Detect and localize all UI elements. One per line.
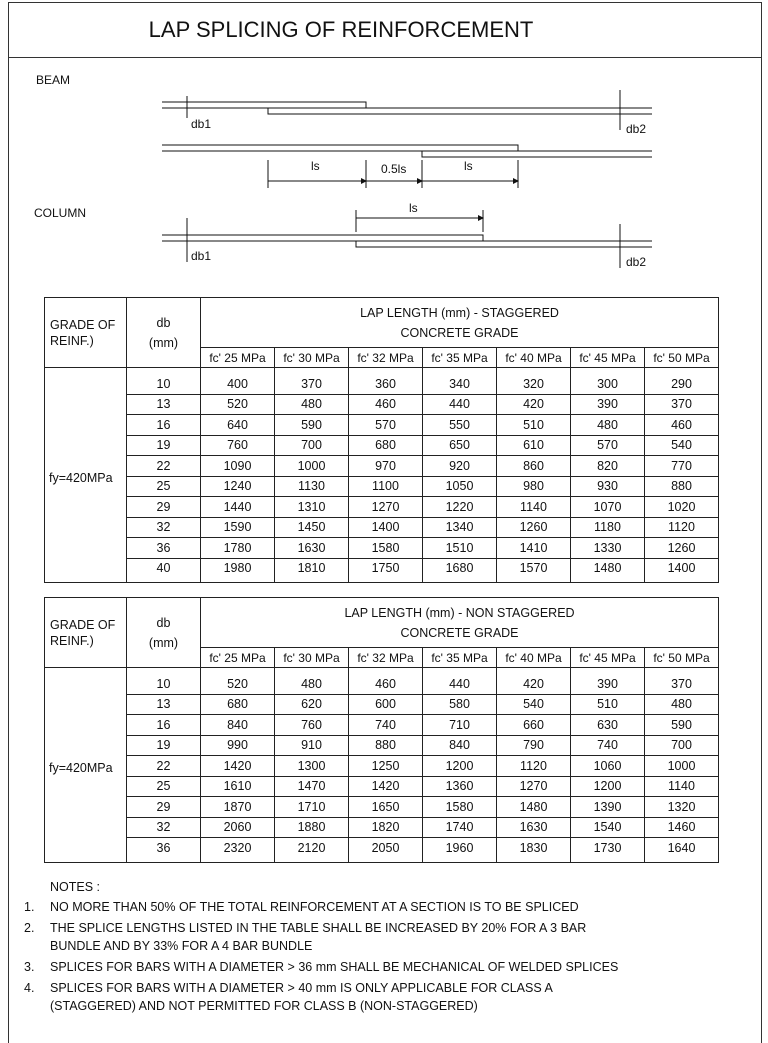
bar-diameter-cell: 36: [127, 538, 201, 559]
lap-length-cell: 660: [497, 715, 571, 736]
lap-length-cell: 1250: [349, 756, 423, 777]
lap-length-cell: 460: [349, 394, 423, 415]
table-row: [45, 497, 719, 518]
lap-length-cell: 1360: [423, 776, 497, 797]
lap-length-cell: 480: [571, 415, 645, 436]
table-title-line2: CONCRETE GRADE: [400, 625, 519, 640]
concrete-grade-header: fc' 40 MPa: [497, 648, 571, 668]
non-staggered-lap-table: [44, 597, 719, 863]
lap-length-cell: 760: [201, 435, 275, 456]
lap-length-cell: 610: [497, 435, 571, 456]
table-row: [45, 797, 719, 818]
lap-length-cell: 1740: [423, 817, 497, 838]
lap-length-cell: 740: [571, 735, 645, 756]
table-row: [45, 735, 719, 756]
note-item: [24, 919, 650, 955]
lap-length-cell: 1260: [497, 517, 571, 538]
lap-length-cell: 440: [423, 394, 497, 415]
steel-grade-cell: fy=420MPa: [45, 368, 127, 583]
lap-length-cell: 440: [423, 668, 497, 695]
beam2-bar-top: [162, 145, 518, 151]
table-row: [45, 538, 719, 559]
lap-length-cell: 480: [275, 668, 349, 695]
lap-length-cell: 990: [201, 735, 275, 756]
lap-length-cell: 1570: [497, 558, 571, 583]
table-row: [45, 776, 719, 797]
column-db2-label: db2: [626, 255, 647, 269]
lap-length-cell: 420: [497, 668, 571, 695]
table-row: [45, 368, 719, 395]
lap-length-cell: 910: [275, 735, 349, 756]
lap-length-cell: 460: [349, 668, 423, 695]
lap-length-cell: 340: [423, 368, 497, 395]
notes-section: [24, 878, 650, 1018]
lap-length-cell: 1870: [201, 797, 275, 818]
column-ls-label: ls: [409, 201, 418, 215]
lap-length-cell: 1880: [275, 817, 349, 838]
lap-length-cell: 1180: [571, 517, 645, 538]
lap-length-cell: 2320: [201, 838, 275, 863]
table-row: [45, 668, 719, 695]
lap-length-cell: 1140: [497, 497, 571, 518]
lap-length-cell: 1820: [349, 817, 423, 838]
beam2-bar-bottom: [422, 151, 652, 157]
lap-length-cell: 370: [645, 394, 719, 415]
lap-length-cell: 680: [349, 435, 423, 456]
table-row: [45, 558, 719, 583]
lap-length-cell: 1410: [497, 538, 571, 559]
lap-length-cell: 970: [349, 456, 423, 477]
lap-length-cell: 570: [571, 435, 645, 456]
bar-diameter-cell: 25: [127, 476, 201, 497]
table-title: [201, 598, 719, 648]
note-text: NO MORE THAN 50% OF THE TOTAL REINFORCEMENT AT A SECTION IS TO BE SPLICED: [50, 900, 579, 914]
lap-length-cell: 1020: [645, 497, 719, 518]
bar-diameter-cell: 16: [127, 715, 201, 736]
lap-length-cell: 980: [497, 476, 571, 497]
beam-bar-bottom: [268, 108, 652, 114]
beam-label: BEAM: [36, 73, 71, 87]
table-title-line2: CONCRETE GRADE: [400, 325, 519, 340]
lap-length-cell: 1580: [349, 538, 423, 559]
bar-diameter-cell: 19: [127, 735, 201, 756]
beam-ls-label-2: ls: [464, 159, 473, 173]
lap-length-cell: 1120: [645, 517, 719, 538]
beam-db2-label: db2: [626, 122, 647, 136]
table-row: [45, 435, 719, 456]
lap-length-cell: 920: [423, 456, 497, 477]
lap-length-cell: 770: [645, 456, 719, 477]
lap-length-cell: 1540: [571, 817, 645, 838]
column-label: COLUMN: [34, 206, 87, 220]
page-title: LAP SPLICING OF REINFORCEMENT: [148, 17, 534, 42]
lap-length-cell: 420: [497, 394, 571, 415]
lap-length-cell: 1630: [497, 817, 571, 838]
lap-length-cell: 1450: [275, 517, 349, 538]
lap-length-cell: 1960: [423, 838, 497, 863]
lap-length-cell: 700: [645, 735, 719, 756]
lap-length-cell: 1400: [349, 517, 423, 538]
concrete-grade-header: fc' 25 MPa: [201, 648, 275, 668]
notes-title: NOTES :: [50, 880, 101, 894]
lap-length-cell: 650: [423, 435, 497, 456]
table-title: [201, 298, 719, 348]
lap-length-cell: 1090: [201, 456, 275, 477]
lap-length-cell: 580: [423, 694, 497, 715]
lap-length-cell: 840: [423, 735, 497, 756]
table-row: [45, 838, 719, 863]
lap-length-cell: 590: [645, 715, 719, 736]
concrete-grade-header: fc' 30 MPa: [275, 348, 349, 368]
lap-length-cell: 1130: [275, 476, 349, 497]
beam-ls-label-1: ls: [311, 159, 320, 173]
lap-length-cell: 1390: [571, 797, 645, 818]
table-title-line1: LAP LENGTH (mm) - STAGGERED: [360, 305, 559, 320]
bar-diameter-cell: 25: [127, 776, 201, 797]
lap-length-cell: 1590: [201, 517, 275, 538]
lap-length-cell: 1060: [571, 756, 645, 777]
bar-diameter-cell: 29: [127, 497, 201, 518]
note-text: THE SPLICE LENGTHS LISTED IN THE TABLE SHALL BE INCREASED BY 20% FOR A 3 BAR BUNDLE AND BY 33% FOR A 4 BAR BUNDLE: [50, 921, 587, 953]
lap-length-cell: 820: [571, 456, 645, 477]
lap-length-cell: 590: [275, 415, 349, 436]
lap-length-cell: 1580: [423, 797, 497, 818]
lap-length-cell: 710: [423, 715, 497, 736]
lap-length-cell: 1480: [497, 797, 571, 818]
note-text: SPLICES FOR BARS WITH A DIAMETER > 40 mm IS ONLY APPLICABLE FOR CLASS A (STAGGERED) AND NOT PERMITTED FOR CLASS B (NON-STAGGERED): [50, 981, 553, 1013]
lap-length-cell: 510: [571, 694, 645, 715]
concrete-grade-header: fc' 50 MPa: [645, 648, 719, 668]
lap-length-cell: 880: [645, 476, 719, 497]
table-row: [45, 394, 719, 415]
lap-length-cell: 840: [201, 715, 275, 736]
lap-length-cell: 640: [201, 415, 275, 436]
note-text: SPLICES FOR BARS WITH A DIAMETER > 36 mm SHALL BE MECHANICAL OF WELDED SPLICES: [50, 960, 619, 974]
lap-length-cell: 1310: [275, 497, 349, 518]
lap-length-cell: 510: [497, 415, 571, 436]
lap-length-cell: 1270: [349, 497, 423, 518]
lap-length-cell: 1300: [275, 756, 349, 777]
lap-length-cell: 1070: [571, 497, 645, 518]
lap-length-cell: 1000: [275, 456, 349, 477]
lap-length-cell: 1730: [571, 838, 645, 863]
note-item: [24, 979, 650, 1015]
concrete-grade-header: fc' 45 MPa: [571, 648, 645, 668]
note-item: [24, 958, 650, 976]
table-row: [45, 456, 719, 477]
lap-length-cell: 1140: [645, 776, 719, 797]
note-number: 1.: [24, 900, 35, 914]
lap-length-cell: 700: [275, 435, 349, 456]
lap-length-cell: 400: [201, 368, 275, 395]
beam-db1-label: db1: [191, 117, 212, 131]
table-title-line1: LAP LENGTH (mm) - NON STAGGERED: [344, 605, 575, 620]
concrete-grade-header: fc' 32 MPa: [349, 648, 423, 668]
bar-diameter-cell: 36: [127, 838, 201, 863]
lap-length-cell: 1980: [201, 558, 275, 583]
lap-length-cell: 1330: [571, 538, 645, 559]
lap-length-cell: 520: [201, 668, 275, 695]
lap-length-cell: 1270: [497, 776, 571, 797]
bar-diameter-cell: 13: [127, 394, 201, 415]
lap-length-cell: 2120: [275, 838, 349, 863]
lap-length-cell: 290: [645, 368, 719, 395]
lap-length-cell: 1630: [275, 538, 349, 559]
lap-length-cell: 540: [645, 435, 719, 456]
note-number: 4.: [24, 981, 35, 995]
beam-bar-top: [162, 102, 366, 108]
lap-length-cell: 1320: [645, 797, 719, 818]
lap-length-cell: 930: [571, 476, 645, 497]
bar-diameter-cell: 16: [127, 415, 201, 436]
lap-length-cell: 1420: [349, 776, 423, 797]
grade-header: GRADE OF REINF.): [45, 598, 127, 668]
concrete-grade-header: fc' 50 MPa: [645, 348, 719, 368]
lap-length-cell: 880: [349, 735, 423, 756]
bar-diameter-cell: 32: [127, 517, 201, 538]
lap-length-cell: 2050: [349, 838, 423, 863]
lap-length-cell: 1200: [571, 776, 645, 797]
bar-diameter-cell: 10: [127, 368, 201, 395]
lap-length-cell: 320: [497, 368, 571, 395]
lap-length-cell: 1810: [275, 558, 349, 583]
note-number: 2.: [24, 921, 35, 935]
lap-length-cell: 1680: [423, 558, 497, 583]
concrete-grade-header: fc' 35 MPa: [423, 648, 497, 668]
lap-length-cell: 480: [275, 394, 349, 415]
lap-length-cell: 760: [275, 715, 349, 736]
db-header: db (mm): [127, 598, 201, 668]
concrete-grade-header: fc' 35 MPa: [423, 348, 497, 368]
lap-length-cell: 1200: [423, 756, 497, 777]
table-row: [45, 476, 719, 497]
bar-diameter-cell: 40: [127, 558, 201, 583]
lap-length-cell: 1340: [423, 517, 497, 538]
grade-header: GRADE OF REINF.): [45, 298, 127, 368]
lap-length-cell: 1050: [423, 476, 497, 497]
lap-length-cell: 1610: [201, 776, 275, 797]
lap-length-cell: 1120: [497, 756, 571, 777]
note-item: [24, 898, 650, 916]
lap-length-cell: 1100: [349, 476, 423, 497]
db-header: db (mm): [127, 298, 201, 368]
table-row: [45, 415, 719, 436]
lap-length-cell: 1830: [497, 838, 571, 863]
splice-diagram: [0, 0, 768, 290]
lap-length-cell: 300: [571, 368, 645, 395]
column-bar-top: [162, 235, 483, 241]
lap-length-cell: 550: [423, 415, 497, 436]
concrete-grade-header: fc' 32 MPa: [349, 348, 423, 368]
bar-diameter-cell: 22: [127, 456, 201, 477]
lap-length-cell: 2060: [201, 817, 275, 838]
lap-length-cell: 360: [349, 368, 423, 395]
bar-diameter-cell: 32: [127, 817, 201, 838]
lap-length-cell: 1710: [275, 797, 349, 818]
column-bar-bottom: [356, 241, 652, 247]
lap-length-cell: 680: [201, 694, 275, 715]
lap-length-cell: 1420: [201, 756, 275, 777]
lap-length-cell: 790: [497, 735, 571, 756]
lap-length-cell: 1220: [423, 497, 497, 518]
lap-length-cell: 520: [201, 394, 275, 415]
table-row: [45, 817, 719, 838]
bar-diameter-cell: 19: [127, 435, 201, 456]
lap-length-cell: 390: [571, 394, 645, 415]
lap-length-cell: 1460: [645, 817, 719, 838]
bar-diameter-cell: 10: [127, 668, 201, 695]
lap-length-cell: 370: [645, 668, 719, 695]
lap-length-cell: 1000: [645, 756, 719, 777]
bar-diameter-cell: 22: [127, 756, 201, 777]
lap-length-cell: 1510: [423, 538, 497, 559]
lap-length-cell: 1470: [275, 776, 349, 797]
lap-length-cell: 1260: [645, 538, 719, 559]
lap-length-cell: 740: [349, 715, 423, 736]
staggered-lap-table: [44, 297, 719, 583]
lap-length-cell: 460: [645, 415, 719, 436]
concrete-grade-header: fc' 45 MPa: [571, 348, 645, 368]
table-row: [45, 517, 719, 538]
lap-length-cell: 1650: [349, 797, 423, 818]
lap-length-cell: 540: [497, 694, 571, 715]
table-row: [45, 715, 719, 736]
lap-length-cell: 1480: [571, 558, 645, 583]
bar-diameter-cell: 13: [127, 694, 201, 715]
lap-length-cell: 1400: [645, 558, 719, 583]
concrete-grade-header: fc' 40 MPa: [497, 348, 571, 368]
table-row: [45, 756, 719, 777]
lap-length-cell: 1240: [201, 476, 275, 497]
lap-length-cell: 630: [571, 715, 645, 736]
table-row: [45, 694, 719, 715]
lap-length-cell: 1780: [201, 538, 275, 559]
lap-length-cell: 1640: [645, 838, 719, 863]
lap-length-cell: 860: [497, 456, 571, 477]
lap-length-cell: 620: [275, 694, 349, 715]
column-db1-label: db1: [191, 249, 212, 263]
lap-length-cell: 1440: [201, 497, 275, 518]
lap-length-cell: 480: [645, 694, 719, 715]
lap-length-cell: 1750: [349, 558, 423, 583]
concrete-grade-header: fc' 30 MPa: [275, 648, 349, 668]
note-number: 3.: [24, 960, 35, 974]
beam-half-ls-label: 0.5ls: [381, 162, 407, 176]
steel-grade-cell: fy=420MPa: [45, 668, 127, 863]
lap-length-cell: 600: [349, 694, 423, 715]
lap-length-cell: 390: [571, 668, 645, 695]
bar-diameter-cell: 29: [127, 797, 201, 818]
lap-length-cell: 570: [349, 415, 423, 436]
lap-length-cell: 370: [275, 368, 349, 395]
concrete-grade-header: fc' 25 MPa: [201, 348, 275, 368]
